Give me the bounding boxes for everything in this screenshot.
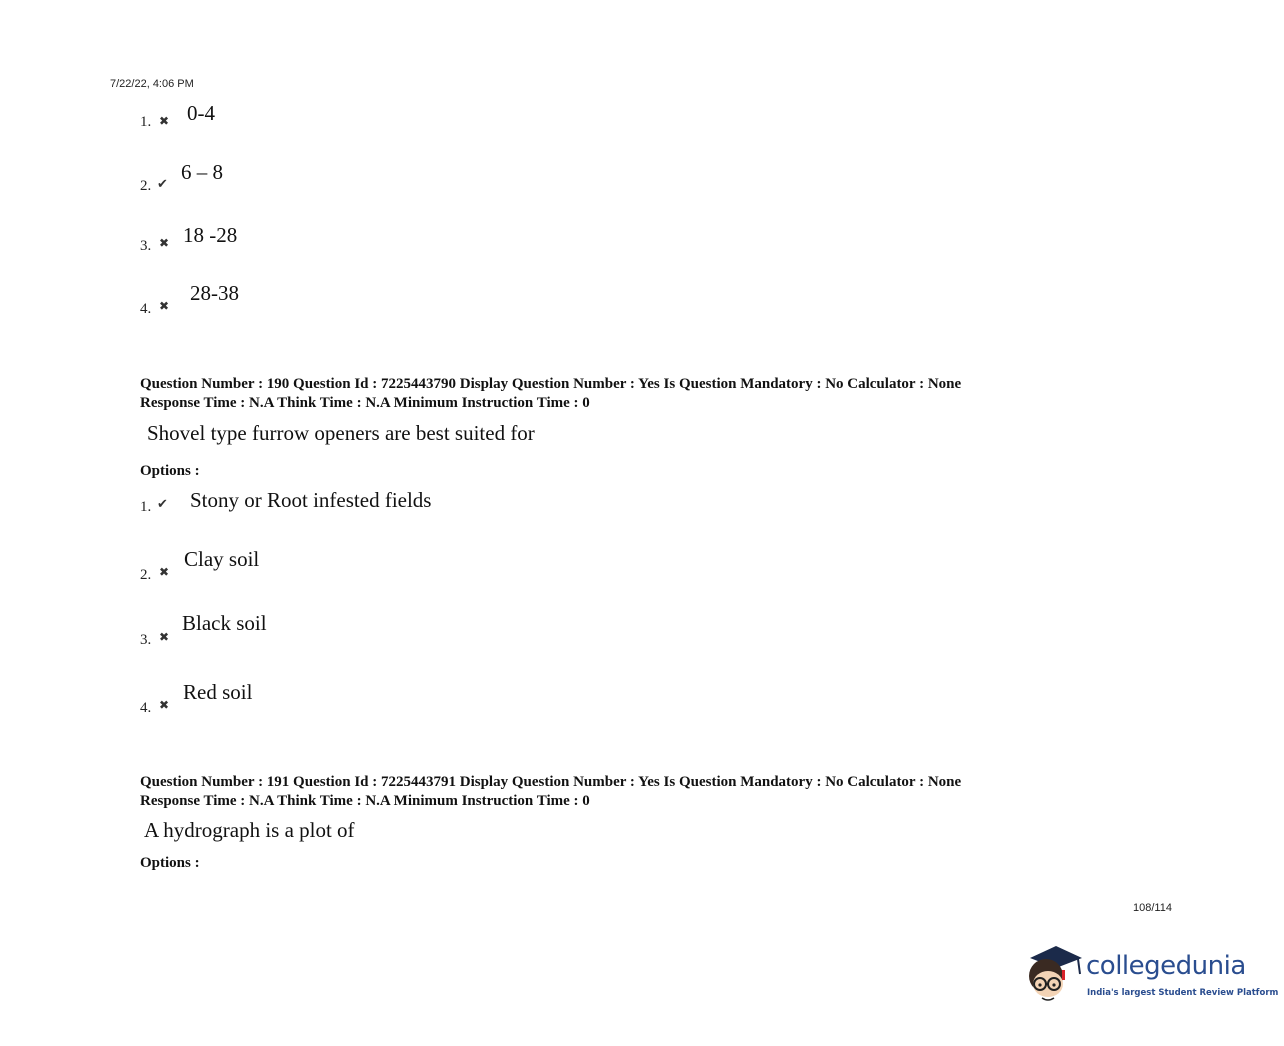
options-label: Options :: [140, 463, 200, 479]
option-number: 2.: [140, 178, 152, 194]
option-number: 3.: [140, 238, 152, 254]
option-text: 6 – 8: [181, 160, 223, 184]
option-number: 3.: [140, 632, 152, 648]
print-timestamp: 7/22/22, 4:06 PM: [110, 78, 194, 90]
page-number: 108/114: [1133, 902, 1172, 914]
option-text: 18 -28: [183, 223, 238, 247]
question-meta-190: [140, 375, 961, 413]
options-label: Options :: [140, 855, 200, 871]
question-text: Shovel type furrow openers are best suited for: [147, 421, 535, 445]
option-text: Black soil: [182, 611, 267, 635]
option-text: Stony or Root infested fields: [190, 488, 432, 512]
question-meta-191: [140, 773, 961, 811]
option-text: Red soil: [183, 680, 253, 704]
question-text: A hydrograph is a plot of: [144, 818, 355, 842]
question-meta-line: Question Number : 191 Question Id : 7225443791 Display Question Number : Yes Is Question Mandatory : No Calculator : None: [140, 774, 962, 790]
option-number: 1.: [140, 114, 152, 130]
check-icon: ✔: [157, 496, 168, 511]
option-text: 0-4: [187, 101, 215, 125]
option-number: 4.: [140, 700, 152, 716]
check-icon: ✔: [157, 176, 168, 191]
cross-icon: ✖: [159, 565, 170, 579]
cross-icon: ✖: [159, 299, 170, 313]
option-number: 4.: [140, 301, 152, 317]
cross-icon: ✖: [159, 630, 170, 644]
mascot-icon: [1022, 940, 1086, 1010]
question-meta-line: Response Time : N.A Think Time : N.A Minimum Instruction Time : 0: [140, 793, 590, 809]
cross-icon: ✖: [159, 698, 170, 712]
cross-icon: ✖: [159, 236, 170, 250]
option-number: 1.: [140, 499, 152, 515]
question-meta-line: Question Number : 190 Question Id : 7225443790 Display Question Number : Yes Is Question Mandatory : No Calculator : None: [140, 376, 962, 392]
option-text: 28-38: [190, 281, 239, 305]
logo-wordmark: collegedunia: [1086, 951, 1246, 981]
question-meta-line: Response Time : N.A Think Time : N.A Minimum Instruction Time : 0: [140, 395, 590, 411]
option-text: Clay soil: [184, 547, 260, 571]
cross-icon: ✖: [159, 114, 170, 128]
logo-tagline: India's largest Student Review Platform: [1087, 988, 1279, 998]
option-number: 2.: [140, 567, 152, 583]
